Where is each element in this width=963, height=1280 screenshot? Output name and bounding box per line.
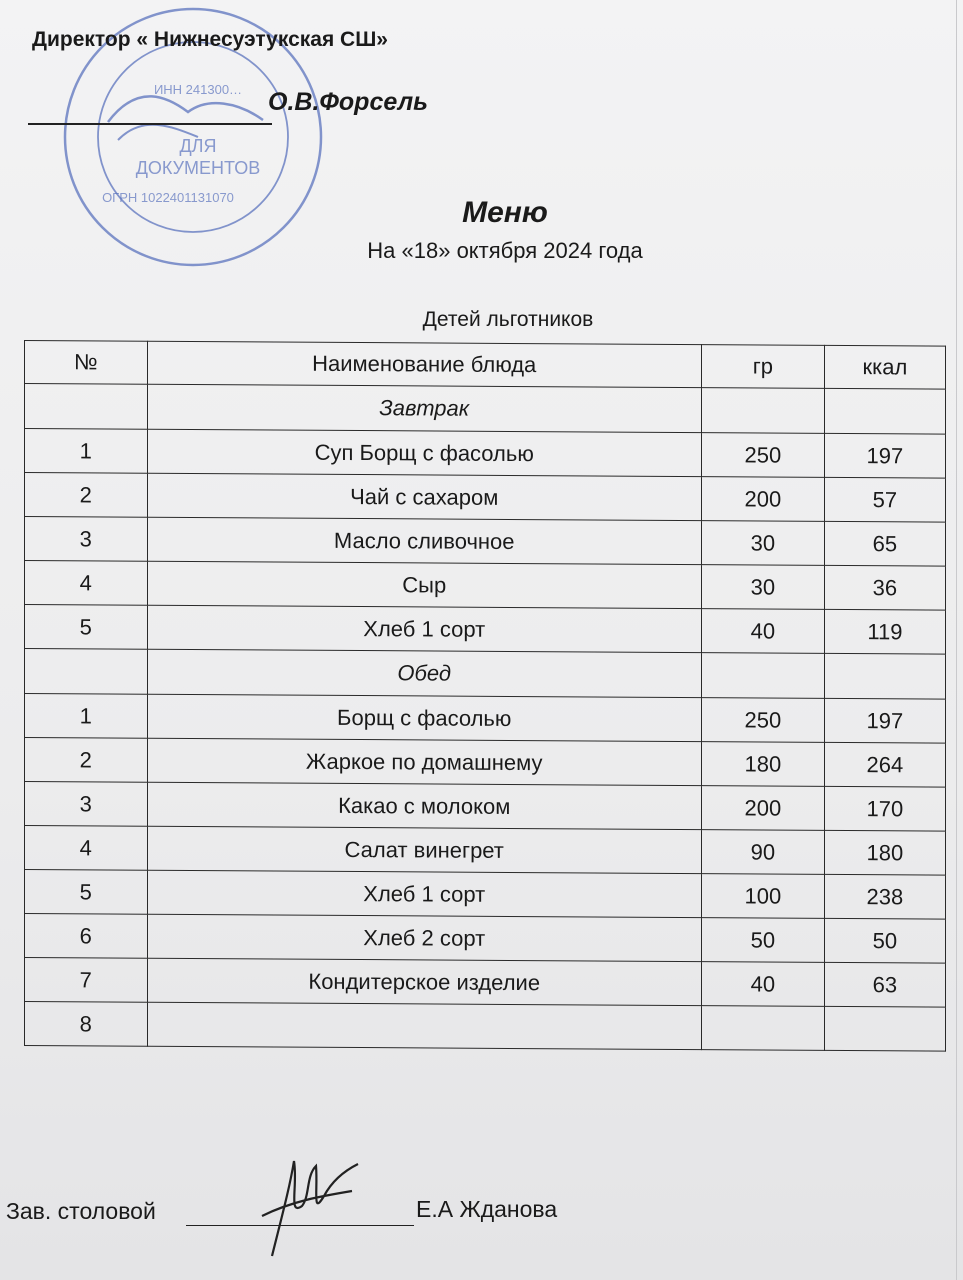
dish-name: Масло сливочное <box>147 517 701 564</box>
table-header-row <box>25 341 946 390</box>
dish-kcal: 197 <box>824 433 945 478</box>
dish-kcal: 170 <box>824 786 945 831</box>
row-number: 1 <box>25 694 148 739</box>
section-row-lunch <box>25 649 946 700</box>
dish-grams: 30 <box>701 565 824 610</box>
dish-kcal: 197 <box>824 698 945 743</box>
row-number: 2 <box>25 738 148 783</box>
menu-title: Меню <box>462 196 548 229</box>
table-row <box>25 914 946 964</box>
table-row <box>25 517 946 567</box>
dish-name <box>147 1002 701 1049</box>
director-signature-line <box>28 123 272 125</box>
footer-signature-line <box>186 1225 414 1226</box>
section-empty-cell <box>25 384 148 430</box>
dish-grams: 250 <box>701 433 824 478</box>
dish-grams: 250 <box>701 698 824 743</box>
dish-grams: 200 <box>701 786 824 831</box>
dish-grams: 100 <box>701 874 824 919</box>
table-row <box>25 738 946 788</box>
column-header-grams: гр <box>701 345 824 389</box>
dish-name: Сыр <box>147 561 701 608</box>
dish-name: Салат винегрет <box>147 826 701 873</box>
section-title-breakfast: Завтрак <box>147 384 701 432</box>
row-number: 8 <box>25 1002 148 1047</box>
svg-text:ДОКУМЕНТОВ: ДОКУМЕНТОВ <box>135 158 261 178</box>
dish-grams: 40 <box>701 962 824 1007</box>
section-empty-cell <box>701 388 824 434</box>
dish-grams: 180 <box>701 742 824 787</box>
dish-name: Кондитерское изделие <box>147 958 701 1005</box>
column-header-kcal: ккал <box>824 345 945 389</box>
section-empty-cell <box>25 649 148 695</box>
dish-name: Жаркое по домашнему <box>147 738 701 785</box>
dish-kcal: 65 <box>824 521 945 566</box>
section-empty-cell <box>824 653 945 699</box>
table-row <box>25 429 946 479</box>
section-empty-cell <box>701 653 824 699</box>
footer-person-name: Е.А Жданова <box>416 1196 558 1222</box>
dish-grams: 30 <box>701 521 824 566</box>
dish-grams: 200 <box>701 477 824 522</box>
dish-kcal: 264 <box>824 742 945 787</box>
column-header-dish: Наименование блюда <box>147 341 701 387</box>
dish-grams: 90 <box>701 830 824 875</box>
table-row <box>25 561 946 611</box>
dish-kcal: 180 <box>824 830 945 875</box>
row-number: 2 <box>25 473 148 518</box>
dish-name: Суп Борщ с фасолью <box>147 429 701 476</box>
dish-grams: 50 <box>701 918 824 963</box>
dish-kcal: 63 <box>824 962 945 1007</box>
svg-text:ИНН 241300…: ИНН 241300… <box>153 82 243 97</box>
table-row <box>25 782 946 832</box>
dish-kcal: 50 <box>824 918 945 963</box>
section-row-breakfast <box>25 384 946 435</box>
handwritten-signature <box>232 1146 372 1266</box>
row-number: 5 <box>25 605 148 650</box>
dish-name: Борщ с фасолью <box>147 694 701 741</box>
table-row <box>25 694 946 744</box>
section-title-lunch: Обед <box>147 649 701 697</box>
row-number: 6 <box>25 914 148 959</box>
footer-role-label: Зав. столовой <box>6 1198 156 1224</box>
director-line: Директор « Нижнесуэтукская СШ» <box>32 28 388 51</box>
row-number: 3 <box>25 782 148 827</box>
dish-kcal <box>824 1006 945 1051</box>
dish-grams <box>701 1006 824 1051</box>
table-row <box>25 958 946 1008</box>
table-row <box>25 870 946 920</box>
table-row <box>25 605 946 655</box>
dish-grams: 40 <box>701 609 824 654</box>
table-row <box>25 473 946 523</box>
row-number: 4 <box>25 561 148 606</box>
dish-name: Хлеб 2 сорт <box>147 914 701 961</box>
menu-table <box>24 340 946 1052</box>
column-header-number: № <box>25 341 148 385</box>
row-number: 5 <box>25 870 148 915</box>
menu-category: Детей льготников <box>422 308 594 331</box>
svg-text:ОГРН 1022401131070: ОГРН 1022401131070 <box>102 190 234 205</box>
menu-date: На «18» октября 2024 года <box>367 238 643 263</box>
section-empty-cell <box>824 388 945 434</box>
dish-name: Хлеб 1 сорт <box>147 870 701 917</box>
dish-name: Хлеб 1 сорт <box>147 605 701 652</box>
dish-kcal: 36 <box>824 565 945 610</box>
row-number: 1 <box>25 429 148 474</box>
dish-kcal: 238 <box>824 874 945 919</box>
row-number: 3 <box>25 517 148 562</box>
dish-kcal: 57 <box>824 477 945 522</box>
row-number: 4 <box>25 826 148 871</box>
dish-name: Чай с сахаром <box>147 473 701 520</box>
dish-name: Какао с молоком <box>147 782 701 829</box>
row-number: 7 <box>25 958 148 1003</box>
dish-kcal: 119 <box>824 609 945 654</box>
svg-text:ДЛЯ: ДЛЯ <box>179 136 217 156</box>
table-row <box>25 1002 946 1052</box>
page-edge <box>956 0 957 1280</box>
table-row <box>25 826 946 876</box>
director-name: О.В.Форсель <box>268 88 428 116</box>
